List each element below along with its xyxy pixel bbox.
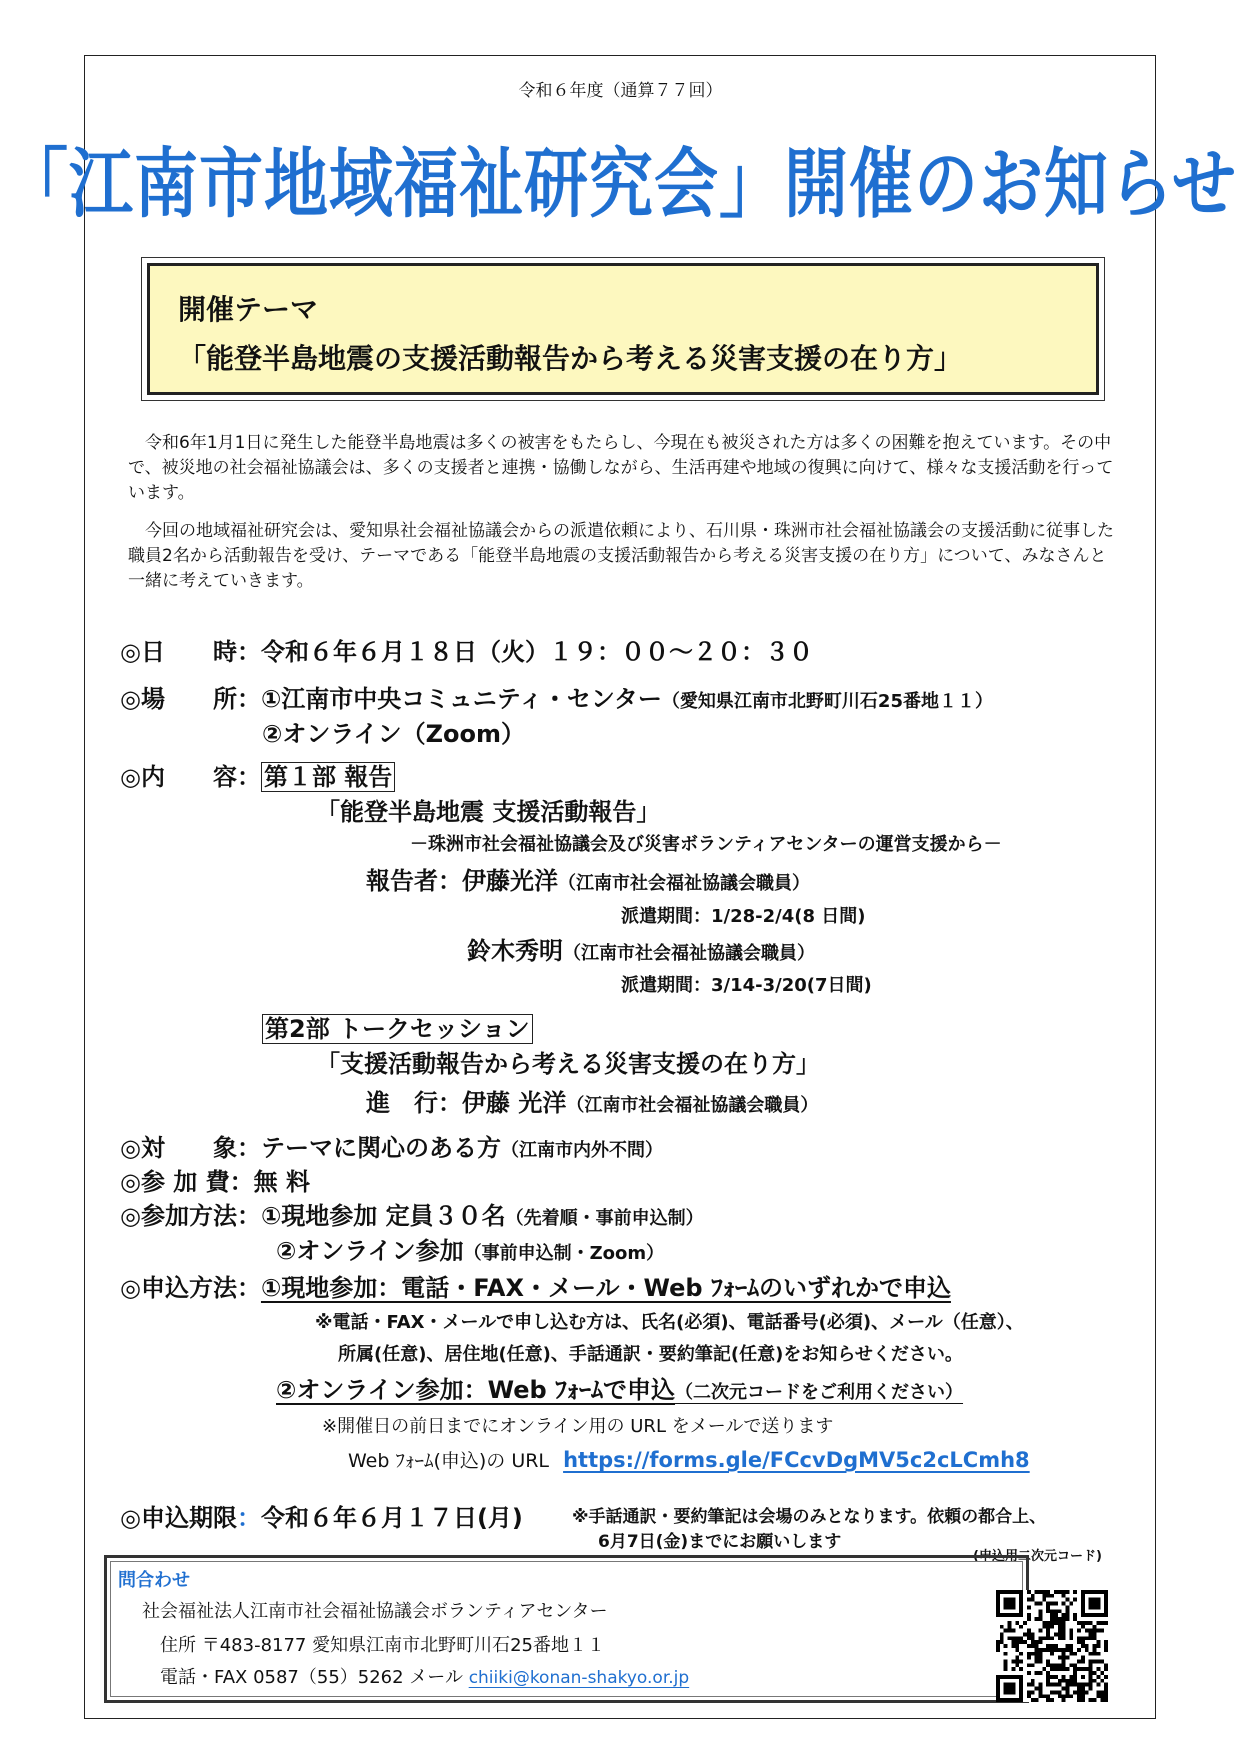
method-label: ◎参加方法： [120,1202,261,1230]
application-url-link[interactable]: https://forms.gle/FCcvDgMV5c2cLCmh8 [563,1448,1030,1472]
contact-org: 社会福祉法人江南市社会福祉協議会ボランティアセンター [142,1601,608,1622]
content-row [120,757,395,792]
method-item-2-note: （事前申込制・Zoom） [463,1243,665,1264]
part2-label-text: 第2部 トークセッション [262,1014,533,1044]
moderator-name: 伊藤 光洋 [462,1089,567,1117]
intro-paragraph-1: 令和6年1月1日に発生した能登半島地震は多くの被害をもたらし、今現在も被災された方は多くの困難を抱えています。その中で、被災地の社会福祉協議会は、多くの支援者と連携・協働しながら、生活再建や地域の復興に向けて、様々な支援活動を行っています。 [128,433,1114,503]
moderator-row [366,1083,818,1118]
reporter-label: 報告者： [366,867,462,895]
apply-item-1-note-1: ※電話・FAX・メールで申し込む方は、氏名(必須)、電話番号(必須)、メール（任意）、 [315,1312,1024,1333]
reporter-1-note: （江南市社会福祉協議会職員） [558,873,810,894]
online-note: ※開催日の前日までにオンライン用の URL をメールで送ります [322,1416,834,1437]
deadline-colon: ： [236,1504,261,1532]
apply-item-1: ①現地参加：電話・FAX・メール・Web ﾌｫｰﾑのいずれかで申込 [260,1274,951,1302]
venue-item-1-note: （愛知県江南市北野町川石25番地１１） [661,691,993,712]
theme-text: 「能登半島地震の支援活動報告から考える災害支援の在り方」 [178,342,963,375]
target-note: （江南市内外不問） [500,1140,663,1161]
target-label: ◎対 象： [120,1134,261,1162]
venue-item-1: ①江南市中央コミュニティ・センター [260,685,662,713]
contact-email-link[interactable]: chiiki@konan-shakyo.or.jp [468,1668,690,1688]
venue-item-2: ②オンライン（Zoom） [262,720,525,748]
moderator-label: 進 行： [366,1089,462,1117]
target-value: テーマに関心のある方 [260,1134,501,1162]
part1-title: 「能登半島地震 支援活動報告」 [316,798,661,826]
deadline-row [120,1498,523,1533]
date-value: 令和６年６月１８日（火）１９：００～２０：３０ [260,638,813,666]
qr-code-icon[interactable] [996,1590,1108,1702]
deadline-note-1: ※手話通訳・要約筆記は会場のみとなります。依頼の都合上、 [572,1507,1047,1527]
contact-phone: 電話・FAX 0587（55）5262 メール [160,1667,463,1688]
apply-item-2-note: （二次元コードをご利用ください） [675,1382,964,1403]
part1-subtitle: －珠洲市社会福祉協議会及び災害ボランティアセンターの運営支援から－ [410,834,1002,855]
content-label: ◎内 容： [120,763,261,791]
date-label: ◎日 時： [120,638,261,666]
page-title: 「江南市地域福祉研究会」開催のお知らせ [3,141,1238,230]
deadline-label: ◎申込期限 [120,1504,237,1532]
theme-label: 開催テーマ [178,293,319,326]
contact-title: 問合わせ [118,1570,190,1591]
contact-address: 住所 〒483-8177 愛知県江南市北野町川石25番地１１ [160,1635,606,1656]
qr-caption: (申込用二次元コード) [973,1549,1102,1564]
venue-label: ◎場 所： [120,685,261,713]
url-label: Web ﾌｫｰﾑ(申込)の URL [348,1450,550,1472]
deadline-value: 令和６年６月１７日(月) [260,1504,523,1532]
reporter-2-row [467,931,815,966]
fee-row [120,1162,310,1197]
method-item-2-row [276,1231,664,1266]
date-row [120,632,813,667]
reporter-2-period: 派遣期間：3/14-3/20(7日間) [621,975,872,996]
reporter-2-name: 鈴木秀明 [467,937,563,965]
method-item-1-note: （先着順・事前申込制） [505,1208,704,1229]
reporter-2-note: （江南市社会福祉協議会職員） [563,943,815,964]
method-item-1: ①現地参加 定員３０名 [260,1202,506,1230]
apply-item-2: ②オンライン参加：Web ﾌｫｰﾑで申込 [276,1376,676,1404]
deadline-note-2: 6月7日(金)までにお願いします [598,1532,842,1552]
url-row [348,1446,1030,1473]
part2-label [262,1009,533,1044]
reporter-1-name: 伊藤光洋 [462,867,558,895]
fee-label: ◎参 加 費： [120,1168,254,1196]
part2-title: 「支援活動報告から考える災害支援の在り方」 [316,1050,820,1078]
method-row [120,1196,704,1231]
year-line: 令和６年度（通算７７回） [518,81,723,101]
part1-label: 第１部 報告 [261,762,395,792]
method-item-2: ②オンライン参加 [276,1237,464,1265]
fee-value: 無 料 [253,1168,311,1196]
apply-item-2-row [276,1370,963,1405]
target-row [120,1128,663,1163]
venue-row [120,679,993,714]
intro-paragraph-2: 今回の地域福祉研究会は、愛知県社会福祉協議会からの派遣依頼により、石川県・珠洲市社会福祉協議会の支援活動に従事した職員2名から活動報告を受け、テーマである「能登半島地震の支援活動報告から考える災害支援の在り方」について、みなさんと一緒に考えていきます。 [128,521,1114,591]
reporter-1-row [366,861,810,896]
apply-label: ◎申込方法： [120,1274,261,1302]
apply-item-1-note-2: 所属(任意)、居住地(任意)、手話通訳・要約筆記(任意)をお知らせください。 [338,1344,963,1365]
apply-row [120,1268,951,1303]
contact-phone-row [160,1663,689,1689]
moderator-note: （江南市社会福祉協議会職員） [566,1095,819,1116]
reporter-1-period: 派遣期間：1/28-2/4(8 日間) [621,906,866,927]
